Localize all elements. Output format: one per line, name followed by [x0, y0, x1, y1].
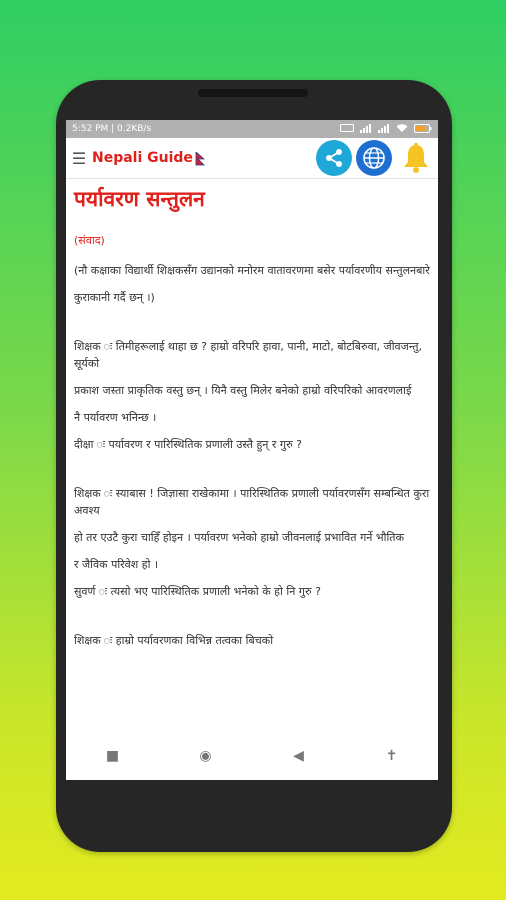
article-title: पर्यावरण सन्तुलन — [74, 187, 205, 211]
recent-apps-button[interactable]: ■ — [105, 748, 120, 764]
app-title: Nepali Guide — [92, 150, 193, 166]
signal-icon — [360, 124, 372, 135]
bell-icon — [401, 142, 431, 174]
paragraph: सुवर्ण ः त्यसो भए पारिस्थितिक प्रणाली भनेको के हो नि गुरु ? — [74, 585, 321, 598]
notification-button[interactable] — [398, 140, 434, 176]
menu-icon[interactable]: ☰ — [71, 148, 87, 168]
paragraph: र जैविक परिवेश हो । — [74, 558, 159, 571]
paragraph: प्रकाश जस्ता प्राकृतिक वस्तु छन् । यिनै वस्तु मिलेर बनेको हाम्रो वरिपरिको आवरणलाई — [74, 384, 412, 397]
back-button[interactable]: ◀ — [293, 748, 304, 764]
paragraph: नै पर्यावरण भनिन्छ । — [74, 411, 157, 424]
signal-icon — [378, 124, 390, 135]
phone-speaker — [198, 89, 308, 97]
paragraph: दीक्षा ः पर्यावरण र पारिस्थितिक प्रणाली उस्तै हुन् र गुरु ? — [74, 438, 303, 451]
article-tag: (संवाद) — [74, 234, 105, 247]
status-icons — [340, 124, 432, 135]
home-button[interactable]: ◉ — [199, 748, 212, 764]
paragraph: शिक्षक ः स्याबास ! जिज्ञासा राखेकामा । पारिस्थितिक प्रणाली पर्यावरणसँग सम्बन्धित कुरा अवश्य — [74, 487, 430, 517]
phone-screen — [66, 120, 438, 780]
website-button[interactable] — [356, 140, 392, 176]
vpn-badge-icon — [340, 124, 354, 134]
globe-icon — [362, 146, 386, 170]
status-bar — [66, 120, 438, 138]
battery-icon — [414, 124, 432, 135]
paragraph: (नौ कक्षाका विद्यार्थी शिक्षकसँग उद्यानको मनोरम वातावरणमा बसेर पर्यावरणीय सन्तुलनबारे — [74, 264, 430, 277]
system-nav-bar — [66, 732, 438, 780]
share-button[interactable] — [316, 140, 352, 176]
wifi-icon — [396, 124, 408, 135]
app-bar — [66, 138, 438, 179]
paragraph: हो तर एउटै कुरा चाहिँ होइन । पर्यावरण भनेको हाम्रो जीवनलाई प्रभावित गर्ने भौतिक — [74, 531, 405, 544]
paragraph: शिक्षक ः हाम्रो पर्यावरणका विभिन्न तत्वका बिचको — [74, 634, 274, 647]
article-content — [66, 179, 438, 737]
paragraph: शिक्षक ः तिमीहरूलाई थाहा छ ? हाम्रो वरिपरि हावा, पानी, माटो, बोटबिरुवा, जीवजन्तु, सूर्यको — [74, 340, 422, 370]
paragraph: कुराकानी गर्दै छन् ।) — [74, 291, 155, 304]
status-time: 5:52 PM | 0.2KB/s — [72, 124, 152, 134]
accessibility-button[interactable]: ✝ — [385, 748, 398, 764]
nepal-flag-icon — [195, 151, 205, 165]
share-icon — [324, 148, 344, 168]
